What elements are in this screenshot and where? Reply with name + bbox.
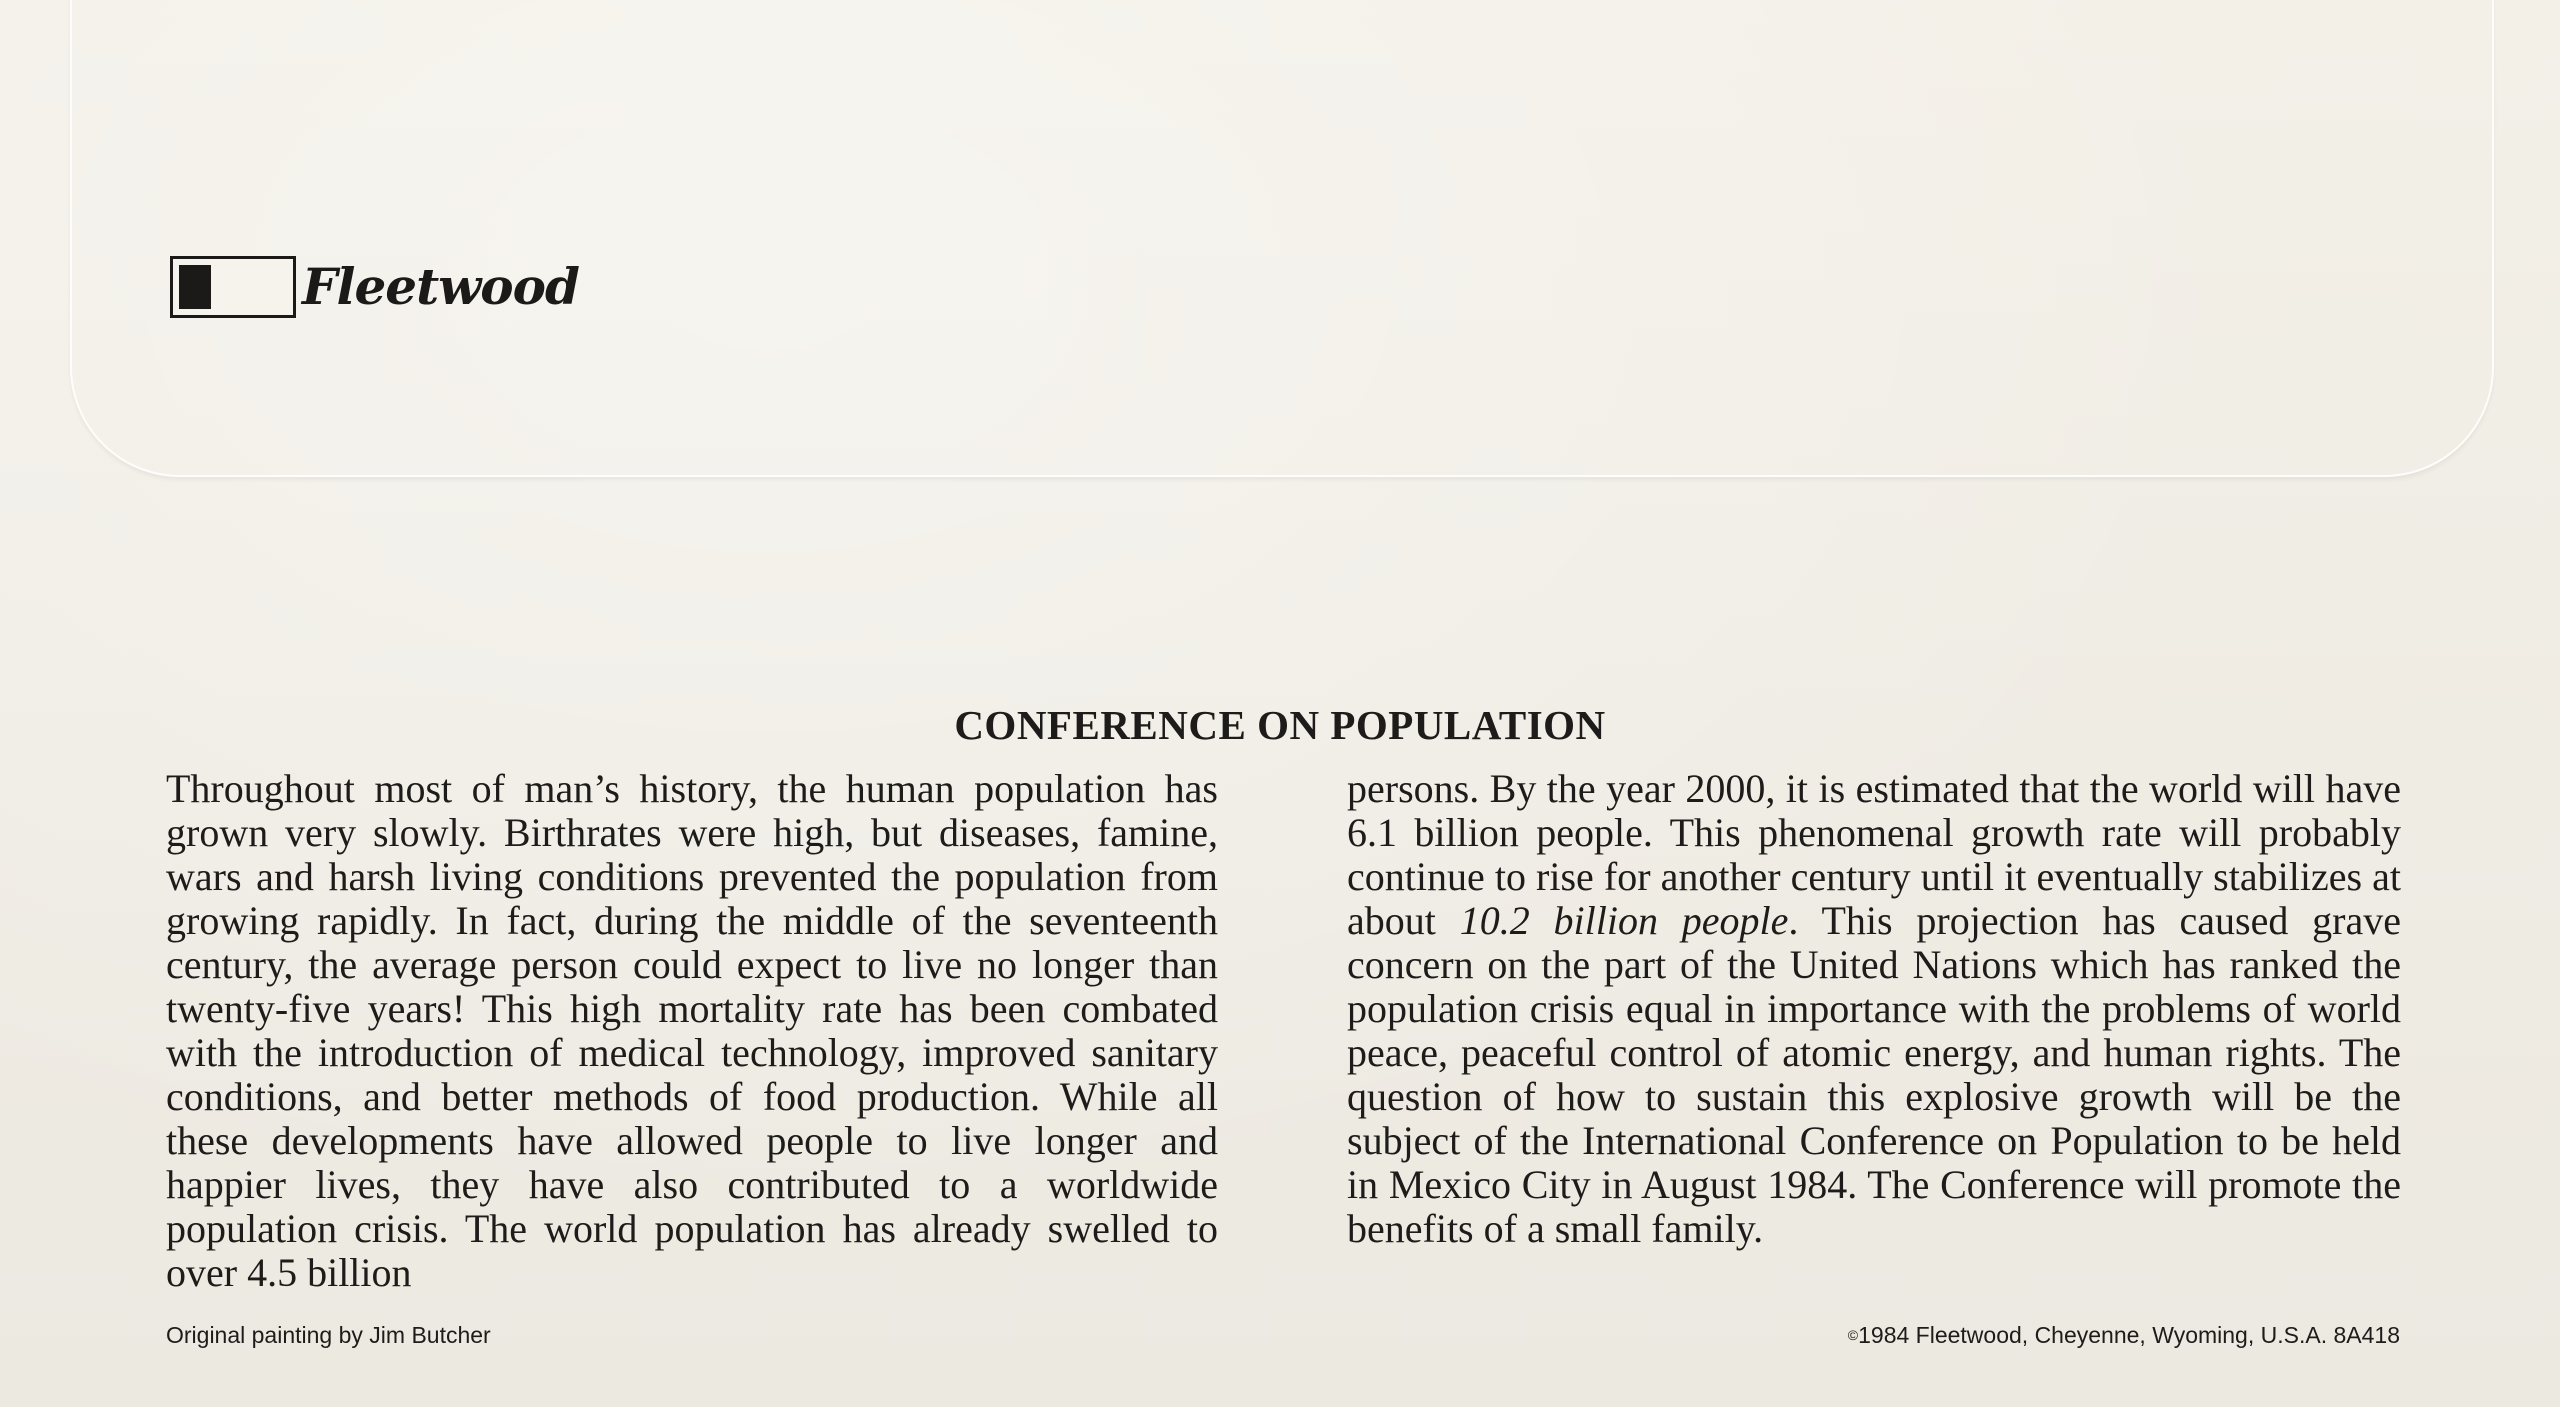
fleetwood-logo — [170, 254, 579, 320]
text-column-right — [1347, 767, 2401, 1251]
logo-mark-icon — [170, 256, 296, 318]
copyright-line — [1848, 1320, 2400, 1350]
text-column-right-emphasis: 10.2 billion people — [1459, 898, 1789, 943]
document-title: CONFERENCE ON POPULATION — [954, 702, 1606, 748]
text-column-right-part-2: . This projection has caused grave concern on the part of the United Nations which has ranked the population crisis equal in importance with the problems of world peace, peaceful control of atomic energy, and human rights. The question of how to sustain this explosive growth will be the subject of the International Conference on Population to be held in Mexico City in August 1984. The Conference will promote the benefits of a small family. — [1347, 898, 2401, 1251]
painting-credit: Original painting by Jim Butcher — [166, 1322, 491, 1348]
envelope-flap — [70, 0, 2494, 477]
copyright-text: 1984 Fleetwood, Cheyenne, Wyoming, U.S.A. 8A418 — [1858, 1322, 2400, 1348]
text-column-left: Throughout most of man’s history, the human population has grown very slowly. Birthrates were high, but diseases, famine, wars and harsh living conditions prevented the population from growing rapidly. In fact, during the middle of the seventeenth century, the average person could expect to live no longer than twenty-five years! This high mortality rate has been combated with the introduction of medical technology, improved sanitary conditions, and better methods of food production. While all these developments have allowed people to live longer and happier lives, they have also contributed to a worldwide population crisis. The world population has already swelled to over 4.5 billion — [166, 766, 1218, 1295]
copyright-mark: © — [1847, 1327, 1859, 1343]
logo-wordmark: Fleetwood — [302, 257, 579, 316]
text-column-right-part-1: persons. By the year 2000, it is estimated that the world will have 6.1 billion people. This phenomenal growth rate will probably continue to rise for another century until it eventually stabilizes at about — [1347, 766, 2401, 943]
